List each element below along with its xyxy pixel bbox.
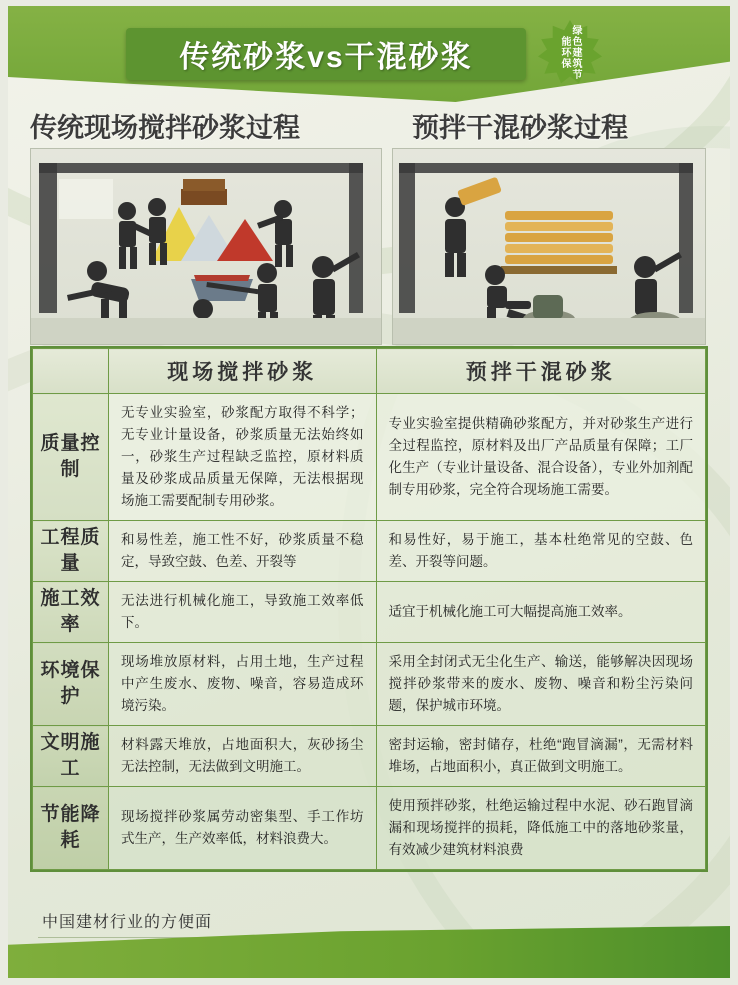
cell-site-construction-efficiency: 无法进行机械化施工，导致施工效率低下。	[108, 582, 376, 643]
footer-green-band	[8, 926, 730, 978]
table-row	[33, 582, 706, 643]
cell-site-civilized-construction: 材料露天堆放，占地面积大，灰砂扬尘无法控制，无法做到文明施工。	[108, 726, 376, 787]
cell-premix-project-quality: 和易性好，易于施工，基本杜绝常见的空鼓、色差、开裂等问题。	[376, 521, 705, 582]
table-header-row	[33, 349, 706, 394]
green-seal-badge	[538, 20, 602, 84]
cell-premix-construction-efficiency: 适宜于机械化施工可大幅提高施工效率。	[376, 582, 705, 643]
illustration-premixed-mortar	[392, 148, 706, 345]
traditional-scene-svg	[31, 149, 381, 344]
page-title: 传统砂浆vs干混砂浆	[179, 41, 473, 74]
ground-strip-right	[393, 318, 705, 344]
footer-text: 中国建材行业的方便面	[42, 914, 213, 931]
table-row	[33, 521, 706, 582]
subtitle-right: 预拌干混砂浆过程	[412, 113, 628, 143]
cell-premix-quality-control: 专业实验室提供精确砂浆配方，并对砂浆生产进行全过程监控，原材料及出厂产品质量有保障；工厂化生产（专业计量设备、混合设备），专业外加剂配制专用砂浆，完全符合现场施工需要。	[376, 394, 705, 521]
row-label-construction-efficiency: 施工效率	[33, 582, 109, 643]
header-site-mixed: 现场搅拌砂浆	[108, 349, 376, 394]
table-row	[33, 394, 706, 521]
row-label-environmental-protection: 环境保护	[33, 643, 109, 726]
seal-label: 绿色建筑节能环保	[559, 24, 581, 80]
poster-title-band	[126, 28, 526, 80]
row-label-quality-control: 质量控制	[33, 394, 109, 521]
comparison-table	[30, 346, 708, 872]
ground-strip	[31, 318, 381, 344]
header-premixed: 预拌干混砂浆	[376, 349, 705, 394]
row-label-civilized-construction: 文明施工	[33, 726, 109, 787]
cell-site-quality-control: 无专业实验室，砂浆配方取得不科学；无专业计量设备，砂浆质量无法始终如一，砂浆生产过程缺乏监控，原材料质量及砂浆成品质量无保障，无法根据现场施工需要配制专用砂浆。	[108, 394, 376, 521]
cell-premix-energy-saving: 使用预拌砂浆，杜绝运输过程中水泥、砂石跑冒滴漏和现场搅拌的损耗，降低施工中的落地砂浆量，有效减少建筑材料浪费	[376, 787, 705, 870]
cell-site-environmental-protection: 现场堆放原材料，占用土地，生产过程中产生废水、废物、噪音，容易造成环境污染。	[108, 643, 376, 726]
table-row	[33, 787, 706, 870]
poster-root	[8, 6, 730, 978]
cell-premix-environmental-protection: 采用全封闭式无尘化生产、输送，能够解决因现场搅拌砂浆带来的废水、废物、噪音和粉尘污染问题，保护城市环境。	[376, 643, 705, 726]
subtitle-left: 传统现场搅拌砂浆过程	[30, 113, 300, 143]
table-row	[33, 726, 706, 787]
cell-site-project-quality: 和易性差，施工性不好，砂浆质量不稳定，导致空鼓、色差、开裂等	[108, 521, 376, 582]
row-label-project-quality: 工程质量	[33, 521, 109, 582]
table-row	[33, 643, 706, 726]
header-corner-cell	[33, 349, 109, 394]
cell-site-energy-saving: 现场搅拌砂浆属劳动密集型、手工作坊式生产，生产效率低，材料浪费大。	[108, 787, 376, 870]
illustration-traditional-mixing	[30, 148, 382, 345]
row-label-energy-saving: 节能降耗	[33, 787, 109, 870]
footer	[8, 908, 730, 978]
premixed-scene-svg	[393, 149, 705, 344]
cell-premix-civilized-construction: 密封运输，密封储存，杜绝“跑冒滴漏”，无需材料堆场，占地面积小，真正做到文明施工。	[376, 726, 705, 787]
